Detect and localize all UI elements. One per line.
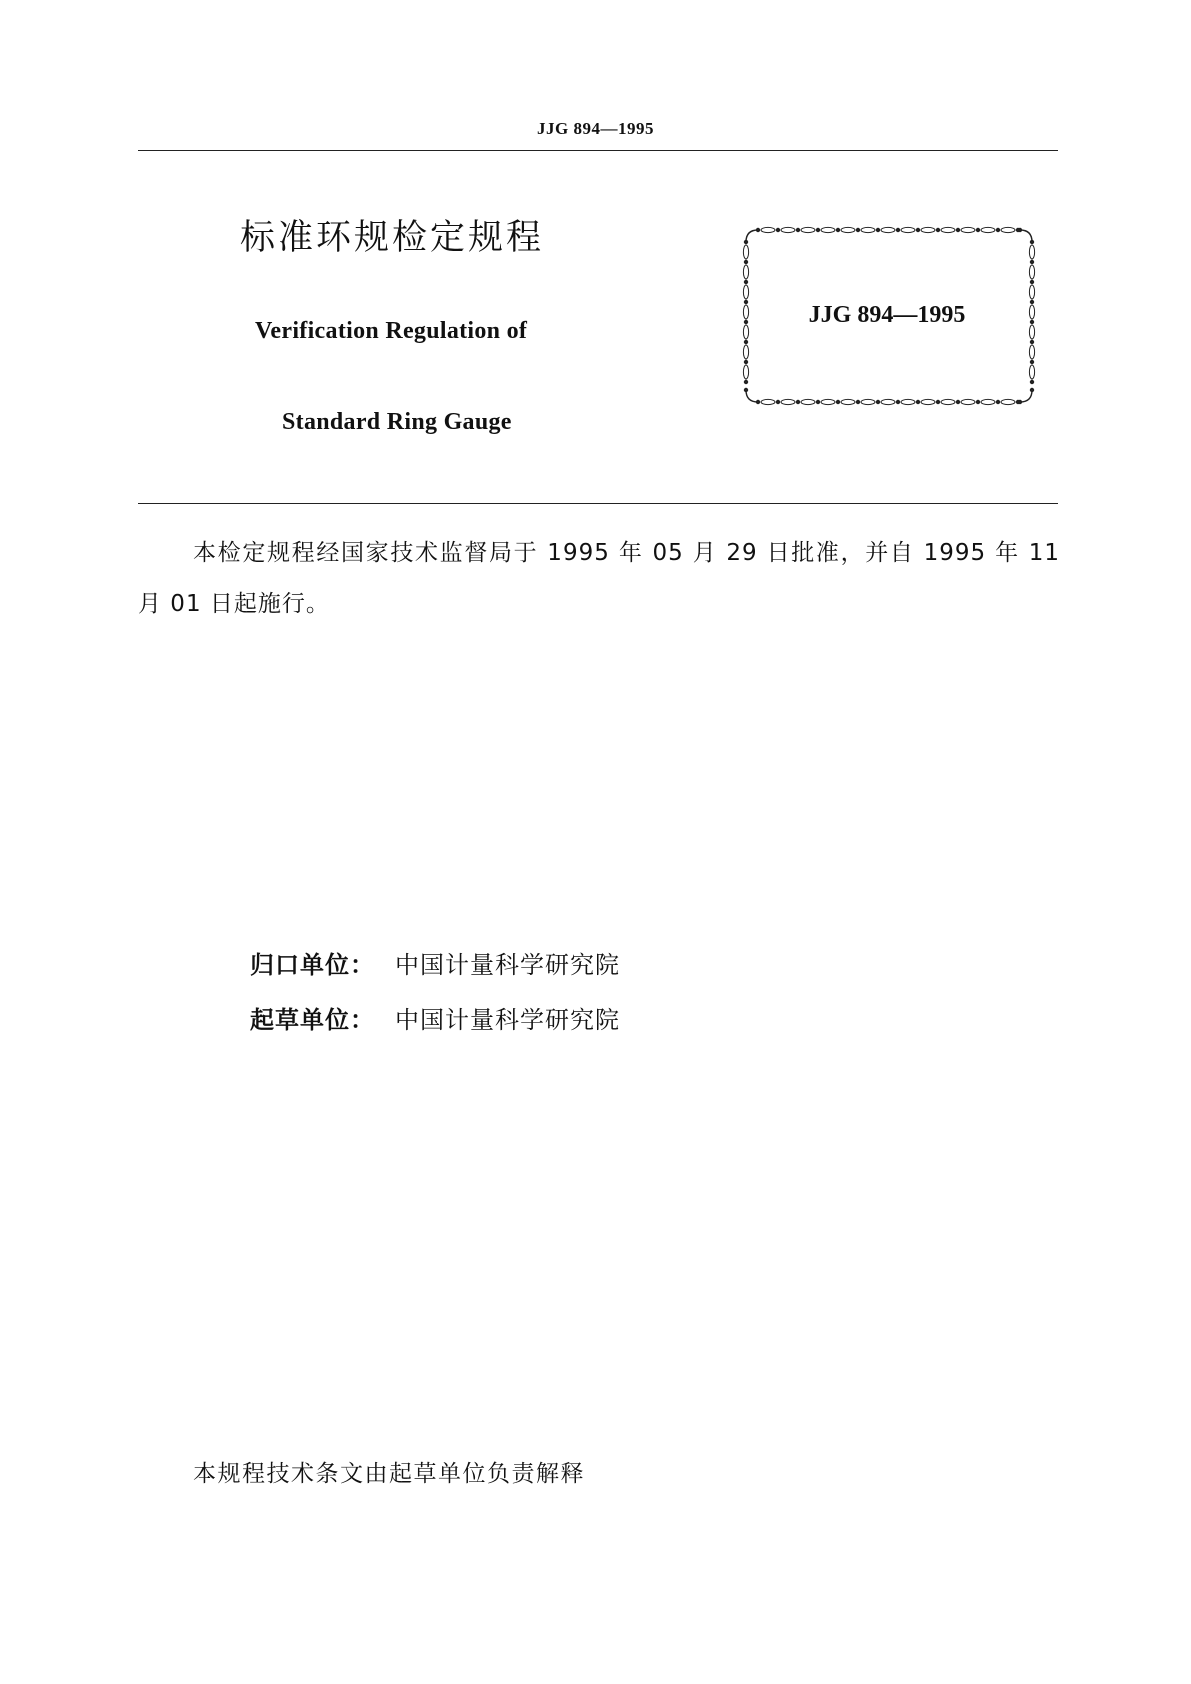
section-rule [138, 503, 1058, 504]
unit-label: 归口单位： [250, 951, 375, 979]
unit-value: 中国计量科学研究院 [395, 1006, 620, 1034]
unit-row-drafting [250, 1000, 620, 1035]
approval-statement: 本检定规程经国家技术监督局于 1995 年 05 月 29 日批准，并自 1995 年 11 月 01 日起施行。 [138, 540, 1060, 617]
standard-code-box [742, 226, 1050, 410]
header-rule [138, 150, 1058, 151]
standard-code: JJG 894—1995 [808, 302, 966, 328]
unit-row-responsible [250, 945, 620, 980]
title-chinese: 标准环规检定规程 [240, 218, 545, 258]
unit-value: 中国计量科学研究院 [395, 951, 620, 979]
unit-label: 起草单位： [250, 1006, 375, 1034]
title-english-line1: Verification Regulation of [255, 318, 528, 344]
interpretation-note: 本规程技术条文由起草单位负责解释 [193, 1461, 585, 1487]
running-header: JJG 894—1995 [537, 119, 654, 138]
title-english-line2: Standard Ring Gauge [282, 409, 512, 435]
